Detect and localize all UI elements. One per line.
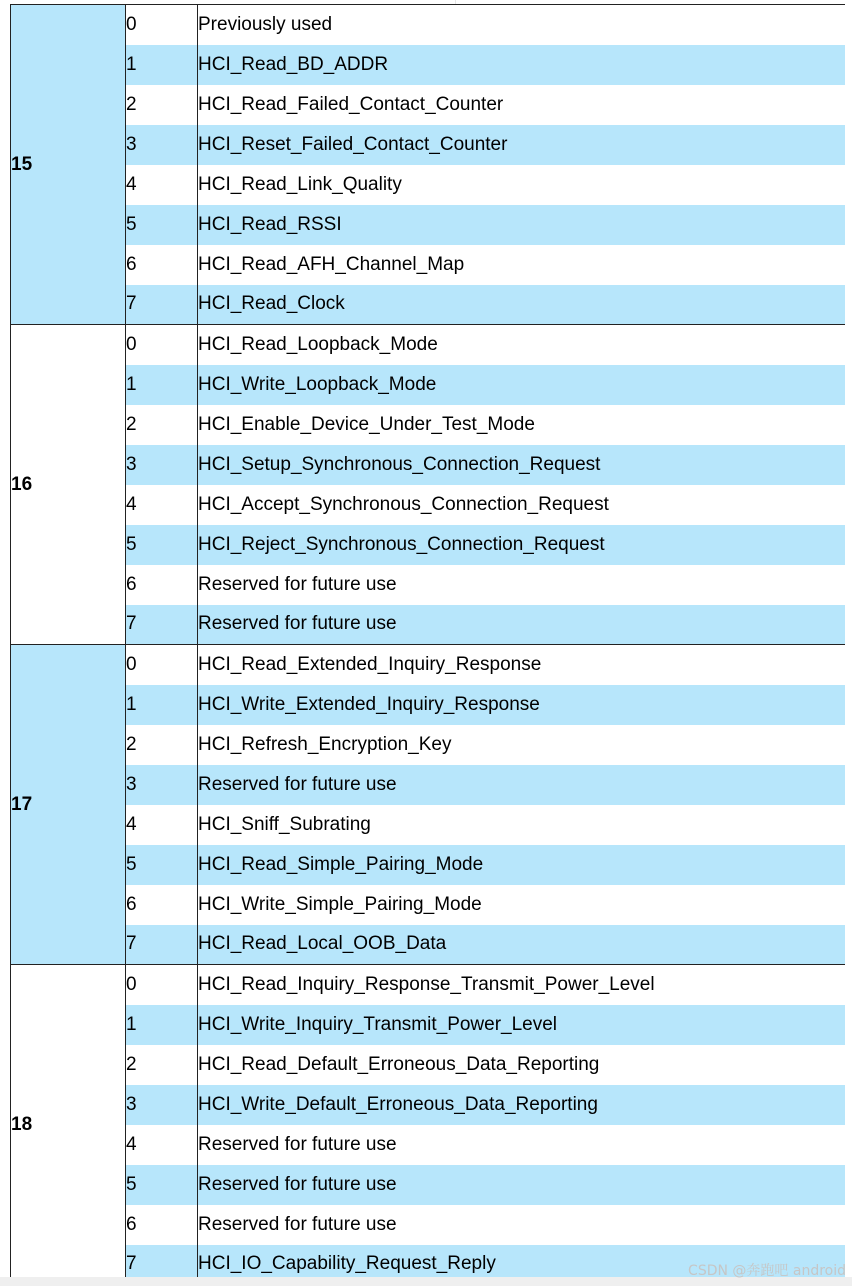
table-row — [11, 85, 845, 125]
octet-cell: 18 — [11, 965, 126, 1285]
command-name-cell: HCI_Write_Inquiry_Transmit_Power_Level — [198, 1005, 845, 1045]
bit-cell: 7 — [126, 925, 198, 965]
command-name-cell: HCI_Sniff_Subrating — [198, 805, 845, 845]
supported-commands-table — [10, 4, 845, 1285]
bit-cell: 5 — [126, 1165, 198, 1205]
table-row — [11, 165, 845, 205]
command-name-cell: HCI_Read_Failed_Contact_Counter — [198, 85, 845, 125]
bit-cell: 3 — [126, 125, 198, 165]
table-row — [11, 1205, 845, 1245]
bit-cell: 0 — [126, 965, 198, 1005]
command-name-cell: Reserved for future use — [198, 1205, 845, 1245]
command-name-cell: HCI_Reject_Synchronous_Connection_Request — [198, 525, 845, 565]
table-row — [11, 445, 845, 485]
bit-cell: 4 — [126, 165, 198, 205]
table-row — [11, 245, 845, 285]
command-name-cell: HCI_Read_AFH_Channel_Map — [198, 245, 845, 285]
octet-cell: 16 — [11, 325, 126, 645]
table-row — [11, 565, 845, 605]
table-body — [11, 5, 845, 1285]
command-name-cell: Previously used — [198, 5, 845, 45]
bit-cell: 5 — [126, 525, 198, 565]
command-name-cell: HCI_Read_Simple_Pairing_Mode — [198, 845, 845, 885]
command-name-cell: Reserved for future use — [198, 605, 845, 645]
command-name-cell: HCI_Accept_Synchronous_Connection_Request — [198, 485, 845, 525]
table-row — [11, 685, 845, 725]
command-name-cell: HCI_Write_Loopback_Mode — [198, 365, 845, 405]
command-name-cell: HCI_Setup_Synchronous_Connection_Request — [198, 445, 845, 485]
table-row — [11, 5, 845, 45]
table-container — [10, 4, 844, 1285]
bit-cell: 2 — [126, 405, 198, 445]
table-row — [11, 1005, 845, 1045]
table-row — [11, 885, 845, 925]
bit-cell: 2 — [126, 1045, 198, 1085]
table-row — [11, 365, 845, 405]
table-row — [11, 605, 845, 645]
command-name-cell: HCI_Read_RSSI — [198, 205, 845, 245]
bit-cell: 6 — [126, 885, 198, 925]
bit-cell: 5 — [126, 845, 198, 885]
table-row — [11, 125, 845, 165]
table-row — [11, 925, 845, 965]
command-name-cell: HCI_Read_Local_OOB_Data — [198, 925, 845, 965]
bit-cell: 3 — [126, 445, 198, 485]
bit-cell: 4 — [126, 805, 198, 845]
bit-cell: 1 — [126, 685, 198, 725]
command-name-cell: Reserved for future use — [198, 1125, 845, 1165]
table-row — [11, 725, 845, 765]
table-row — [11, 405, 845, 445]
bit-cell: 6 — [126, 1205, 198, 1245]
bit-cell: 1 — [126, 45, 198, 85]
command-name-cell: HCI_Read_Inquiry_Response_Transmit_Power_Level — [198, 965, 845, 1005]
command-name-cell: HCI_Enable_Device_Under_Test_Mode — [198, 405, 845, 445]
bit-cell: 1 — [126, 365, 198, 405]
command-name-cell: HCI_Refresh_Encryption_Key — [198, 725, 845, 765]
command-name-cell: HCI_Read_Loopback_Mode — [198, 325, 845, 365]
table-row — [11, 805, 845, 845]
bit-cell: 0 — [126, 325, 198, 365]
watermark-text: CSDN @奔跑吧 android — [688, 1263, 846, 1279]
command-name-cell: HCI_Write_Simple_Pairing_Mode — [198, 885, 845, 925]
command-name-cell: HCI_Read_Extended_Inquiry_Response — [198, 645, 845, 685]
command-name-cell: HCI_Reset_Failed_Contact_Counter — [198, 125, 845, 165]
table-row — [11, 965, 845, 1005]
octet-cell: 15 — [11, 5, 126, 325]
bit-cell: 7 — [126, 605, 198, 645]
command-name-cell: HCI_Read_Default_Erroneous_Data_Reporting — [198, 1045, 845, 1085]
command-name-cell: HCI_IO_Capability_Request_Reply — [198, 1245, 845, 1285]
octet-cell: 17 — [11, 645, 126, 965]
command-name-cell: HCI_Write_Default_Erroneous_Data_Reporting — [198, 1085, 845, 1125]
table-row — [11, 45, 845, 85]
bit-cell: 6 — [126, 245, 198, 285]
table-row — [11, 485, 845, 525]
table-row — [11, 1125, 845, 1165]
table-row — [11, 525, 845, 565]
command-name-cell: HCI_Write_Extended_Inquiry_Response — [198, 685, 845, 725]
table-row — [11, 765, 845, 805]
table-row — [11, 285, 845, 325]
bit-cell: 5 — [126, 205, 198, 245]
table-row — [11, 1045, 845, 1085]
bit-cell: 7 — [126, 1245, 198, 1285]
command-name-cell: Reserved for future use — [198, 1165, 845, 1205]
table-row — [11, 645, 845, 685]
bit-cell: 2 — [126, 725, 198, 765]
bit-cell: 2 — [126, 85, 198, 125]
table-row — [11, 205, 845, 245]
bit-cell: 0 — [126, 5, 198, 45]
table-row — [11, 1085, 845, 1125]
command-name-cell: Reserved for future use — [198, 565, 845, 605]
bit-cell: 3 — [126, 1085, 198, 1125]
bit-cell: 1 — [126, 1005, 198, 1045]
command-name-cell: HCI_Read_Link_Quality — [198, 165, 845, 205]
bit-cell: 7 — [126, 285, 198, 325]
command-name-cell: Reserved for future use — [198, 765, 845, 805]
bit-cell: 3 — [126, 765, 198, 805]
bit-cell: 6 — [126, 565, 198, 605]
command-name-cell: HCI_Read_BD_ADDR — [198, 45, 845, 85]
table-row — [11, 845, 845, 885]
bit-cell: 4 — [126, 1125, 198, 1165]
table-row — [11, 1165, 845, 1205]
bit-cell: 4 — [126, 485, 198, 525]
table-row — [11, 325, 845, 365]
command-name-cell: HCI_Read_Clock — [198, 285, 845, 325]
bit-cell: 0 — [126, 645, 198, 685]
